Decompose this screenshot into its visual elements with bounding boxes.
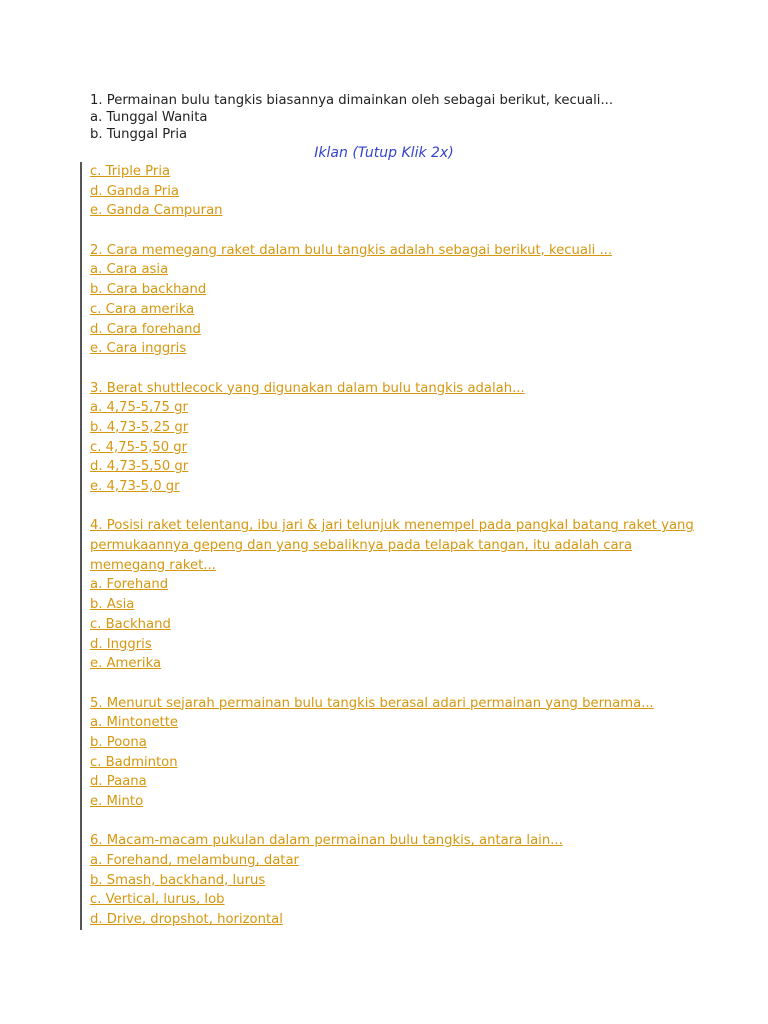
q6-option-b-link[interactable]: b. Smash, backhand, lurus [90, 872, 266, 888]
q3-option-b-link[interactable]: b. 4,73-5,25 gr [90, 419, 189, 435]
q6-option-d-link[interactable]: d. Drive, dropshot, horizontal [90, 912, 283, 928]
q2-option-d-link[interactable]: d. Cara forehand [90, 321, 201, 337]
q5-option-b-link[interactable]: b. Poona [90, 734, 147, 750]
question-1-option-a: a. Tunggal Wanita [90, 110, 208, 125]
q2-option-e-link[interactable]: e. Cara inggris [90, 341, 187, 357]
q2-option-b-link[interactable]: b. Cara backhand [90, 282, 207, 298]
q1-option-d-link[interactable]: d. Ganda Pria [90, 183, 179, 199]
ad-link-list [90, 162, 730, 930]
q4-option-c-link[interactable]: c. Backhand [90, 616, 171, 632]
q3-option-d-link[interactable]: d. 4,73-5,50 gr [90, 459, 189, 475]
q3-option-c-link[interactable]: c. 4,75-5,50 gr [90, 439, 188, 455]
ad-close-label[interactable]: Iklan (Tutup Klik 2x) [314, 145, 454, 161]
q3-text-link[interactable]: 3. Berat shuttlecock yang digunakan dalam bulu tangkis adalah... [90, 380, 525, 396]
q1-option-c-link[interactable]: c. Triple Pria [90, 164, 171, 179]
spacer [90, 497, 730, 517]
q3-option-a-link[interactable]: a. 4,75-5,75 gr [90, 400, 188, 416]
q5-option-a-link[interactable]: a. Mintonette [90, 715, 179, 731]
q2-option-c-link[interactable]: c. Cara amerika [90, 301, 195, 317]
spacer [90, 812, 730, 832]
question-1-text: 1. Permainan bulu tangkis biasannya dimainkan oleh sebagai berikut, kecuali... [90, 93, 614, 108]
q3-option-e-link[interactable]: e. 4,73-5,0 gr [90, 479, 180, 494]
q2-option-a-link[interactable]: a. Cara asia [90, 262, 169, 278]
spacer [90, 359, 730, 379]
spacer [90, 221, 730, 241]
q4-option-e-link[interactable]: e. Amerika [90, 656, 162, 672]
spacer [90, 674, 730, 694]
q2-text-link[interactable]: 2. Cara memegang raket dalam bulu tangkis adalah sebagai berikut, kecuali ... [90, 242, 613, 258]
q6-option-a-link[interactable]: a. Forehand, melambung, datar [90, 853, 299, 869]
q5-option-d-link[interactable]: d. Paana [90, 774, 147, 790]
q6-text-link[interactable]: 6. Macam-macam pukulan dalam permainan bulu tangkis, antara lain... [90, 833, 563, 849]
q1-option-e-link[interactable]: e. Ganda Campuran [90, 203, 223, 219]
q5-option-c-link[interactable]: c. Badminton [90, 754, 178, 770]
q4-option-d-link[interactable]: d. Inggris [90, 636, 152, 652]
q5-text-link[interactable]: 5. Menurut sejarah permainan bulu tangkis berasal adari permainan yang bernama... [90, 695, 654, 711]
q4-text-line-3-link[interactable]: memegang raket... [90, 557, 216, 573]
q4-option-b-link[interactable]: b. Asia [90, 597, 135, 613]
q6-option-c-link[interactable]: c. Vertical, lurus, lob [90, 892, 225, 908]
ad-left-border [80, 162, 82, 930]
q5-option-e-link[interactable]: e. Minto [90, 794, 144, 809]
q4-option-a-link[interactable]: a. Forehand [90, 577, 169, 593]
question-1-option-b: b. Tunggal Pria [90, 127, 188, 142]
question-1-block [90, 92, 730, 143]
q4-text-line-1-link[interactable]: 4. Posisi raket telentang, ibu jari & jari telunjuk menempel pada pangkal batang raket yang [90, 518, 694, 534]
q4-text-line-2-link[interactable]: permukaannya gepeng dan yang sebaliknya pada telapak tangan, itu adalah cara [90, 538, 633, 554]
